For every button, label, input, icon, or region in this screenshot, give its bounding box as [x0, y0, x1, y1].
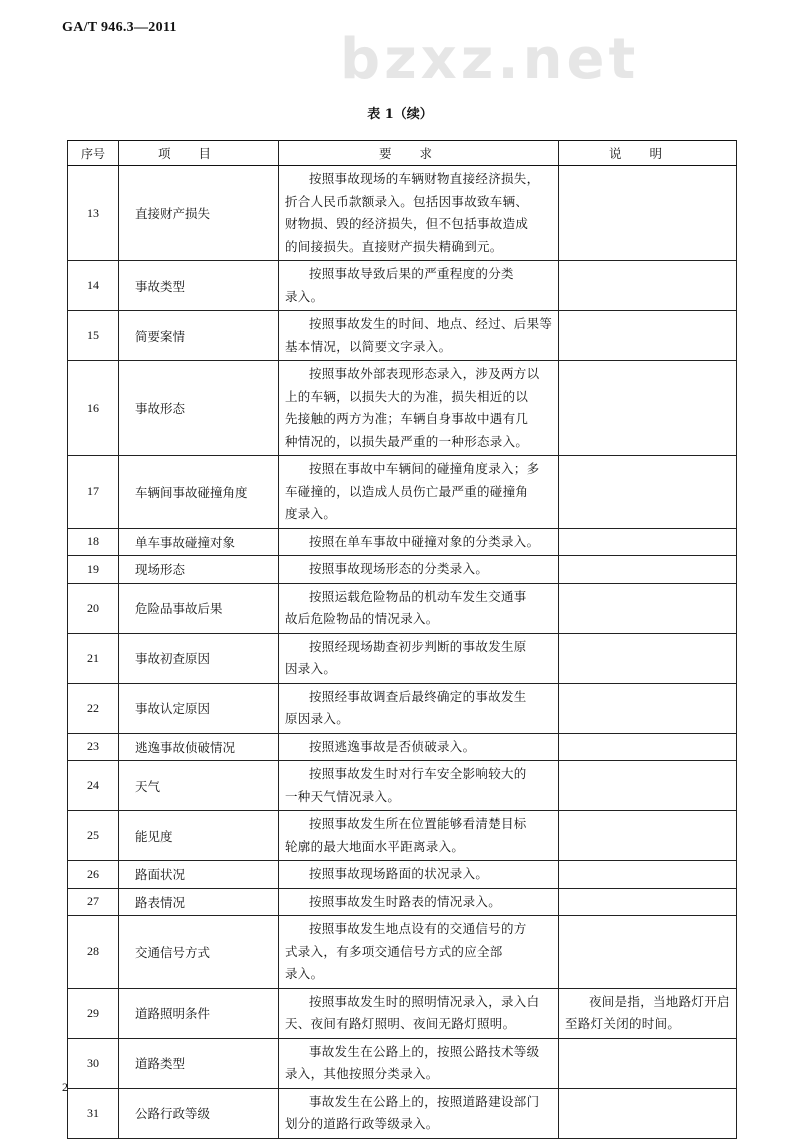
requirement-line: 按照事故导致后果的严重程度的分类	[309, 266, 514, 281]
requirement-line: 录入。	[285, 288, 324, 304]
note-cell	[559, 861, 737, 889]
row-number: 27	[68, 888, 119, 916]
row-number: 20	[68, 583, 119, 633]
requirement-line: 按照经事故调查后最终确定的事故发生	[309, 688, 527, 704]
table-row	[68, 916, 737, 989]
table-row	[68, 811, 737, 861]
requirement-cell	[279, 166, 559, 261]
row-number: 24	[68, 761, 119, 811]
table-row	[68, 456, 737, 529]
requirement-line: 按照逃逸事故是否侦破录入。	[309, 738, 476, 754]
row-number: 14	[68, 261, 119, 311]
table-row	[68, 861, 737, 889]
row-number: 13	[68, 166, 119, 261]
table-row	[68, 261, 737, 311]
table-row	[68, 166, 737, 261]
note-cell	[559, 583, 737, 633]
note-cell	[559, 761, 737, 811]
requirement-line: 录入。	[285, 966, 324, 981]
item-name: 单车事故碰撞对象	[119, 528, 279, 556]
requirement-cell	[279, 311, 559, 361]
requirement-line: 按照运载危险物品的机动车发生交通事	[309, 588, 527, 604]
requirement-line: 种情况的，以损失最严重的一种形态录入。	[285, 433, 529, 449]
watermark: bzxz.net	[340, 27, 640, 92]
requirement-line: 按照在单车事故中碰撞对象的分类录入。	[309, 533, 540, 549]
requirement-line: 天、夜间有路灯照明、夜间无路灯照明。	[285, 1016, 516, 1031]
table-row	[68, 1038, 737, 1088]
requirement-cell	[279, 861, 559, 889]
item-name: 事故认定原因	[119, 683, 279, 733]
row-number: 18	[68, 528, 119, 556]
requirement-line: 事故发生在公路上的，按照公路技术等级	[309, 1043, 540, 1059]
table-row	[68, 761, 737, 811]
item-name: 现场形态	[119, 556, 279, 584]
requirement-cell	[279, 633, 559, 683]
column-header-item: 项目	[119, 141, 279, 166]
requirement-line: 财物损、毁的经济损失，但不包括事故造成	[285, 216, 529, 231]
requirement-cell	[279, 888, 559, 916]
item-name: 路表情况	[119, 888, 279, 916]
row-number: 31	[68, 1088, 119, 1138]
requirement-line: 事故发生在公路上的，按照道路建设部门	[309, 1093, 540, 1109]
row-number: 17	[68, 456, 119, 529]
requirement-cell	[279, 761, 559, 811]
requirement-cell	[279, 811, 559, 861]
page-number: 2	[62, 1080, 68, 1094]
requirement-cell	[279, 361, 559, 456]
requirement-line: 的间接损失。直接财产损失精确到元。	[285, 238, 503, 254]
column-header-note: 说明	[559, 141, 737, 166]
row-number: 25	[68, 811, 119, 861]
requirement-line: 度录入。	[285, 506, 337, 521]
requirement-line: 式录入，有多项交通信号方式的应全部	[285, 943, 503, 959]
item-name: 路面状况	[119, 861, 279, 889]
requirement-line: 一种天气情况录入。	[285, 788, 401, 804]
row-number: 15	[68, 311, 119, 361]
requirement-cell	[279, 683, 559, 733]
requirement-line: 按照经现场勘查初步判断的事故发生原	[309, 638, 527, 654]
table-row	[68, 633, 737, 683]
requirement-line: 按照事故发生地点设有的交通信号的方	[309, 921, 527, 936]
requirement-line: 按照事故发生时的照明情况录入，录入白	[309, 993, 540, 1009]
requirement-line: 车碰撞的，以造成人员伤亡最严重的碰撞角	[285, 483, 529, 499]
row-number: 30	[68, 1038, 119, 1088]
note-cell	[559, 311, 737, 361]
requirement-line: 因录入。	[285, 661, 337, 676]
item-name: 交通信号方式	[119, 916, 279, 989]
requirement-line: 按照事故现场的车辆财物直接经济损失，	[309, 171, 540, 186]
table-row	[68, 361, 737, 456]
item-name: 天气	[119, 761, 279, 811]
requirement-line: 上的车辆，以损失大的为准，损失相近的以	[285, 388, 529, 404]
row-number: 29	[68, 988, 119, 1038]
row-number: 21	[68, 633, 119, 683]
requirement-line: 按照事故现场形态的分类录入。	[309, 561, 489, 576]
note-cell	[559, 811, 737, 861]
table-row	[68, 583, 737, 633]
requirement-cell	[279, 456, 559, 529]
note-line: 夜间是指，当地路灯开启	[589, 993, 730, 1009]
note-cell	[559, 456, 737, 529]
item-name: 公路行政等级	[119, 1088, 279, 1138]
requirement-cell	[279, 1088, 559, 1138]
requirement-line: 按照事故发生时对行车安全影响较大的	[309, 766, 527, 781]
requirement-line: 按照事故现场路面的状况录入。	[309, 866, 489, 881]
note-cell	[559, 733, 737, 761]
requirement-line: 按照事故发生所在位置能够看清楚目标	[309, 816, 527, 831]
requirement-line: 先接触的两方为准；车辆自身事故中遇有几	[285, 411, 529, 426]
item-name: 直接财产损失	[119, 166, 279, 261]
table-body	[68, 166, 737, 1139]
note-cell	[559, 528, 737, 556]
note-cell	[559, 633, 737, 683]
note-cell	[559, 1038, 737, 1088]
requirement-line: 原因录入。	[285, 711, 350, 726]
note-cell	[559, 988, 737, 1038]
requirement-line: 按照事故外部表现形态录入，涉及两方以	[309, 366, 540, 381]
requirement-line: 轮廓的最大地面水平距离录入。	[285, 838, 465, 854]
note-cell	[559, 888, 737, 916]
note-cell	[559, 683, 737, 733]
requirement-line: 录入，其他按照分类录入。	[285, 1066, 439, 1081]
table-row	[68, 988, 737, 1038]
table-header-row	[68, 141, 737, 166]
item-name: 危险品事故后果	[119, 583, 279, 633]
requirement-line: 按照在事故中车辆间的碰撞角度录入；多	[309, 461, 540, 476]
note-cell	[559, 916, 737, 989]
requirement-cell	[279, 988, 559, 1038]
column-header-requirement: 要求	[279, 141, 559, 166]
requirements-table	[67, 140, 737, 1139]
note-cell	[559, 556, 737, 584]
row-number: 26	[68, 861, 119, 889]
requirement-cell	[279, 916, 559, 989]
note-line: 至路灯关闭的时间。	[565, 1016, 681, 1031]
requirement-line: 基本情况，以简要文字录入。	[285, 338, 452, 354]
table-caption: 表 1（续）	[367, 107, 433, 122]
table-row	[68, 683, 737, 733]
row-number: 28	[68, 916, 119, 989]
note-cell	[559, 1088, 737, 1138]
standard-number: GA/T 946.3—2011	[62, 20, 177, 35]
table-row	[68, 311, 737, 361]
requirement-line: 划分的道路行政等级录入。	[285, 1116, 439, 1131]
item-name: 道路类型	[119, 1038, 279, 1088]
item-name: 事故初查原因	[119, 633, 279, 683]
requirement-cell	[279, 583, 559, 633]
table-row	[68, 1088, 737, 1138]
item-name: 简要案情	[119, 311, 279, 361]
item-name: 事故形态	[119, 361, 279, 456]
requirement-line: 按照事故发生的时间、地点、经过、后果等	[309, 316, 553, 331]
row-number: 16	[68, 361, 119, 456]
item-name: 逃逸事故侦破情况	[119, 733, 279, 761]
item-name: 能见度	[119, 811, 279, 861]
note-cell	[559, 166, 737, 261]
row-number: 23	[68, 733, 119, 761]
requirement-cell	[279, 1038, 559, 1088]
item-name: 车辆间事故碰撞角度	[119, 456, 279, 529]
requirement-cell	[279, 261, 559, 311]
requirement-line: 折合人民币款额录入。包括因事故致车辆、	[285, 193, 529, 209]
table-row	[68, 528, 737, 556]
item-name: 道路照明条件	[119, 988, 279, 1038]
item-name: 事故类型	[119, 261, 279, 311]
column-header-no: 序号	[68, 141, 119, 166]
row-number: 19	[68, 556, 119, 584]
note-cell	[559, 261, 737, 311]
requirement-cell	[279, 556, 559, 584]
note-cell	[559, 361, 737, 456]
requirement-cell	[279, 733, 559, 761]
table-row	[68, 556, 737, 584]
requirement-line: 按照事故发生时路表的情况录入。	[309, 893, 502, 909]
table-row	[68, 733, 737, 761]
table-row	[68, 888, 737, 916]
requirement-line: 故后危险物品的情况录入。	[285, 611, 439, 626]
row-number: 22	[68, 683, 119, 733]
requirement-cell	[279, 528, 559, 556]
